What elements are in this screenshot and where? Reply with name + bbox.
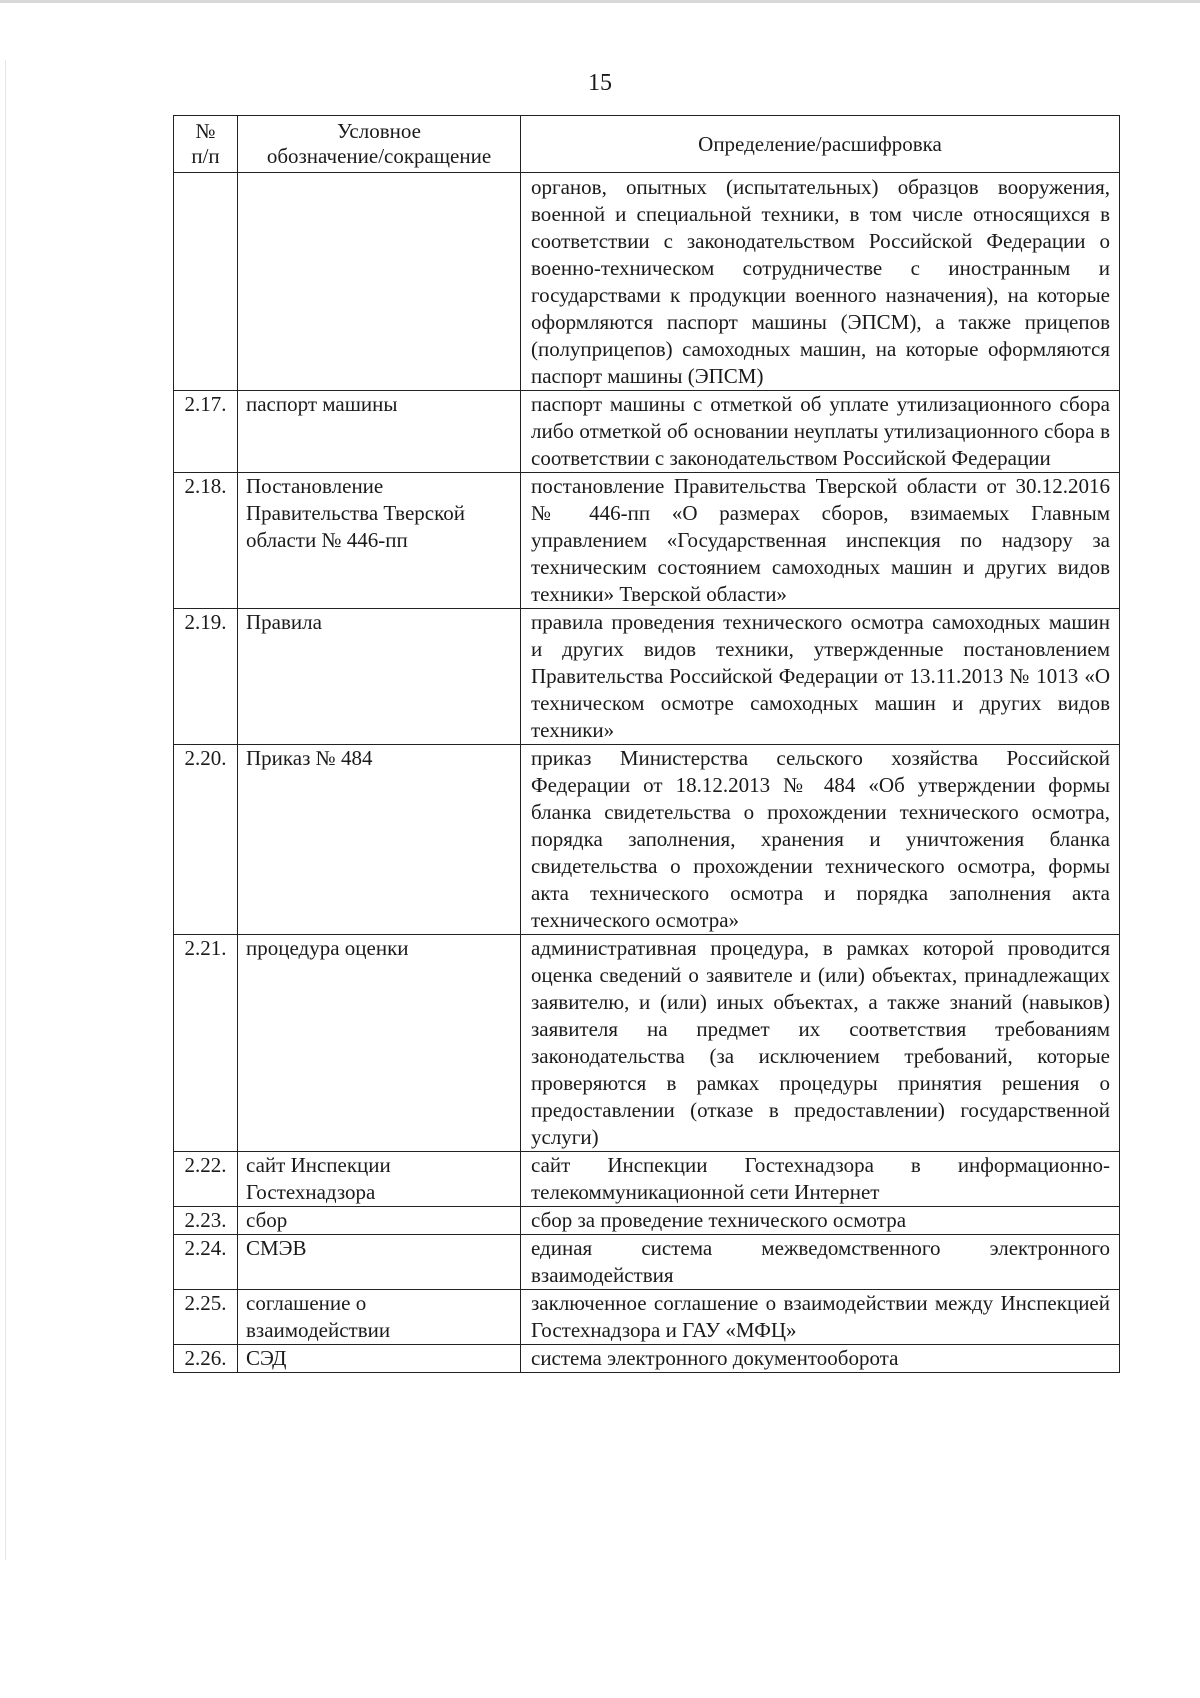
row-number: 2.19. [174,609,238,745]
scan-top-edge [0,0,1200,3]
row-term: СЭД [238,1345,521,1373]
row-definition: сайт Инспекции Гостехнадзора в информационно-телекоммуникационной сети Интернет [521,1152,1120,1207]
row-number: 2.20. [174,745,238,935]
row-number: 2.18. [174,473,238,609]
header-term [238,116,521,173]
row-definition: постановление Правительства Тверской области от 30.12.2016 № 446-пп «О размерах сборов, взимаемых Главным управлением «Государственная инспекция по надзору за техническим состоянием самоходных машин и других видов техники» Тверской области» [521,473,1120,609]
table-row [174,609,1120,745]
table-row [174,1290,1120,1345]
table-row [174,745,1120,935]
row-term [238,173,521,391]
row-term: СМЭВ [238,1235,521,1290]
table-row [174,935,1120,1152]
row-number: 2.26. [174,1345,238,1373]
table-header-row [174,116,1120,173]
header-num [174,116,238,173]
row-number: 2.21. [174,935,238,1152]
row-term: Постановление Правительства Тверской области № 446-пп [238,473,521,609]
row-definition: единая система межведомственного электронного взаимодействия [521,1235,1120,1290]
row-term: соглашение о взаимодействии [238,1290,521,1345]
row-term: сбор [238,1207,521,1235]
table-row [174,1235,1120,1290]
row-number: 2.23. [174,1207,238,1235]
header-term-line2: обозначение/сокращение [266,144,492,168]
row-number: 2.22. [174,1152,238,1207]
table-row [174,173,1120,391]
header-definition: Определение/расшифровка [521,116,1120,173]
definitions-table [173,115,1120,1373]
row-definition: система электронного документооборота [521,1345,1120,1373]
row-number: 2.24. [174,1235,238,1290]
row-definition: административная процедура, в рамках которой проводится оценка сведений о заявителе и (или) объектах, принадлежащих заявителю, и (или) иных объектах, а также знаний (навыков) заявителя на предмет их соответствия требованиям законодательства (за исключением требований, которые проверяются в рамках процедуры принятия решения о предоставлении (отказе в предоставлении) государственной услуги) [521,935,1120,1152]
table-row [174,1345,1120,1373]
row-term: сайт Инспекции Гостехнадзора [238,1152,521,1207]
page-number: 15 [588,70,612,96]
row-number: 2.17. [174,391,238,473]
row-term: паспорт машины [238,391,521,473]
row-definition: паспорт машины с отметкой об уплате утилизационного сбора либо отметкой об основании неуплаты утилизационного сбора в соответствии с законодательством Российской Федерации [521,391,1120,473]
table-row [174,473,1120,609]
row-definition: правила проведения технического осмотра самоходных машин и других видов техники, утвержденные постановлением Правительства Российской Федерации от 13.11.2013 № 1013 «О техническом осмотре самоходных машин и других видов техники» [521,609,1120,745]
row-definition: сбор за проведение технического осмотра [521,1207,1120,1235]
header-term-line1: Условное [337,119,421,143]
row-definition: заключенное соглашение о взаимодействии между Инспекцией Гостехнадзора и ГАУ «МФЦ» [521,1290,1120,1345]
row-term: Правила [238,609,521,745]
row-number: 2.25. [174,1290,238,1345]
row-number [174,173,238,391]
table-row [174,391,1120,473]
row-term: процедура оценки [238,935,521,1152]
table-row [174,1152,1120,1207]
row-definition: органов, опытных (испытательных) образцов вооружения, военной и специальной техники, в том числе относящихся в соответствии с законодательством Российской Федерации о военно-техническом сотрудничестве с иностранным и государствами к продукции военного назначения), на которые оформляются паспорт машины (ЭПСМ), а также прицепов (полуприцепов) самоходных машин, на которые оформляются паспорт машины (ЭПСМ) [521,173,1120,391]
row-definition: приказ Министерства сельского хозяйства Российской Федерации от 18.12.2013 № 484 «Об утверждении формы бланка свидетельства о прохождении технического осмотра, порядка заполнения, хранения и уничтожения бланка свидетельства о прохождении технического осмотра, формы акта технического осмотра и порядка заполнения акта технического осмотра» [521,745,1120,935]
header-num-line2: п/п [191,144,220,168]
table-row [174,1207,1120,1235]
header-num-line1: № [195,119,216,143]
row-term: Приказ № 484 [238,745,521,935]
scan-left-edge [5,60,6,1560]
